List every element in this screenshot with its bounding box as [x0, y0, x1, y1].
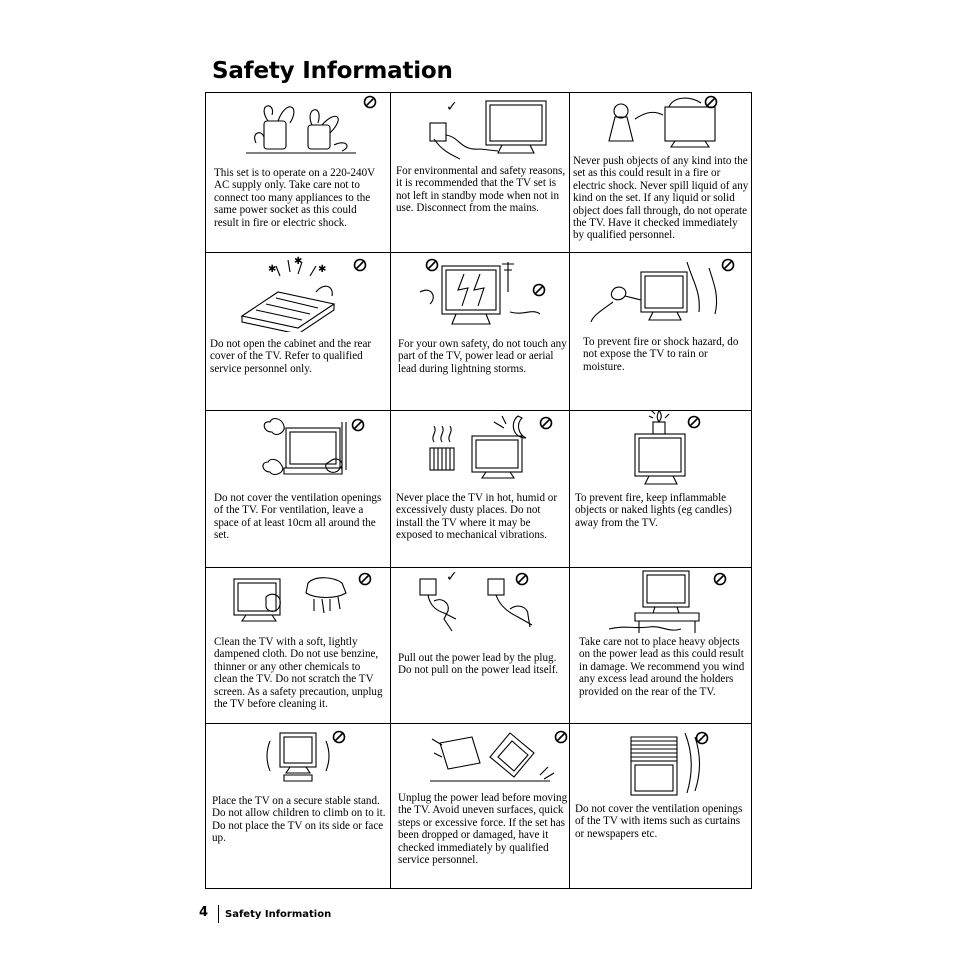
- safety-text: Do not cover the ventilation openings of the TV with items such as curtains or newspapers etc.: [575, 803, 743, 840]
- page-number: 4: [199, 905, 209, 920]
- safety-text: Take care not to place heavy objects on the power lead as this could result in damage. We recommend you wind any excess lead around the holders provided on the rear of the TV.: [579, 636, 745, 698]
- unstable-stand-illustration: [206, 723, 390, 783]
- page-title: Safety Information: [212, 58, 453, 84]
- svg-text:✱: ✱: [294, 256, 303, 267]
- safety-cell-objects-liquid: [569, 93, 751, 252]
- safety-cell-hot-humid: [390, 410, 569, 567]
- safety-text: Never push objects of any kind into the set as this could result in a fire or electric shock. Never spill liquid of any kind on the set. If any liquid or solid object does fall through, do not operate the TV. Have it checked immediately by qualified personnel.: [573, 155, 749, 242]
- pull-plug-illustration: [390, 567, 569, 637]
- safety-text: Place the TV on a secure stable stand. Do not allow children to climb on to it. Do not place the TV on its side or face up.: [212, 795, 386, 845]
- safety-cell-cabinet: [206, 252, 390, 410]
- safety-text: Do not open the cabinet and the rear cover of the TV. Refer to qualified service personnel only.: [210, 338, 372, 375]
- prohibited-icon: [206, 93, 390, 123]
- candle-on-tv-illustration: [569, 410, 751, 485]
- tv-unplug-illustration: [390, 93, 569, 163]
- safety-text: Never place the TV in hot, humid or excessively dusty places. Do not install the TV where it may be exposed to mechanical vibrations.: [396, 492, 558, 542]
- safety-grid: [205, 92, 752, 889]
- cleaning-tv-illustration: [206, 567, 390, 632]
- safety-cell-lightning: [390, 252, 569, 410]
- safety-text: Pull out the power lead by the plug. Do not pull on the power lead itself.: [398, 652, 559, 677]
- safety-cell-standby: [390, 93, 569, 252]
- footer-section-label: Safety Information: [225, 909, 332, 920]
- svg-text:✱: ✱: [318, 264, 327, 275]
- safety-cell-cleaning: [206, 567, 390, 723]
- safety-text: Clean the TV with a soft, lightly dampened cloth. Do not use benzine, thinner or any other chemicals to clean the TV. Do not scratch the TV screen. As a safety precaution, unplug the TV before cleaning it.: [214, 636, 383, 711]
- safety-cell-power-lead: [390, 567, 569, 723]
- check-icon: ✓: [446, 569, 458, 585]
- dropped-tv-illustration: [390, 723, 569, 783]
- safety-cell-heavy-objects: [569, 567, 751, 723]
- safety-cell-curtains: [569, 723, 751, 888]
- prohibited-icon: [206, 252, 390, 282]
- safety-cell-power-supply: [206, 93, 390, 252]
- safety-text: To prevent fire or shock hazard, do not expose the TV to rain or moisture.: [583, 336, 739, 373]
- safety-text: For environmental and safety reasons, it is recommended that the TV set is not left in standby mode when not in use. Disconnect from the mains.: [396, 165, 566, 215]
- safety-cell-moisture: [569, 252, 751, 410]
- safety-cell-moving: [390, 723, 569, 888]
- hot-humid-place-illustration: [390, 410, 569, 485]
- check-icon: ✓: [446, 99, 458, 115]
- safety-text: This set is to operate on a 220-240V AC supply only. Take care not to connect too many appliances to the same power socket as this could result in fire or electric shock.: [214, 167, 375, 229]
- safety-text: Unplug the power lead before moving the TV. Avoid uneven surfaces, quick steps or excessive force. If the set has been dropped or damaged, have it checked immediately by qualified service personnel.: [398, 792, 568, 867]
- safety-text: Do not cover the ventilation openings of the TV. For ventilation, leave a space of at least 10cm all around the set.: [214, 492, 382, 542]
- rain-moisture-illustration: [569, 252, 751, 332]
- safety-text: For your own safety, do not touch any part of the TV, power lead or aerial lead during lightning storms.: [398, 338, 567, 375]
- objects-into-tv-illustration: [569, 93, 751, 153]
- heavy-object-on-lead-illustration: [569, 567, 751, 637]
- lightning-storm-illustration: [390, 252, 569, 332]
- ventilation-space-illustration: [206, 410, 390, 485]
- svg-text:✱: ✱: [268, 264, 277, 275]
- footer-divider: [218, 905, 219, 923]
- safety-cell-naked-lights: [569, 410, 751, 567]
- covered-ventilation-illustration: [569, 723, 751, 803]
- safety-cell-stable-stand: [206, 723, 390, 888]
- safety-text: To prevent fire, keep inflammable objects or naked lights (eg candles) away from the TV.: [575, 492, 732, 529]
- safety-cell-ventilation: [206, 410, 390, 567]
